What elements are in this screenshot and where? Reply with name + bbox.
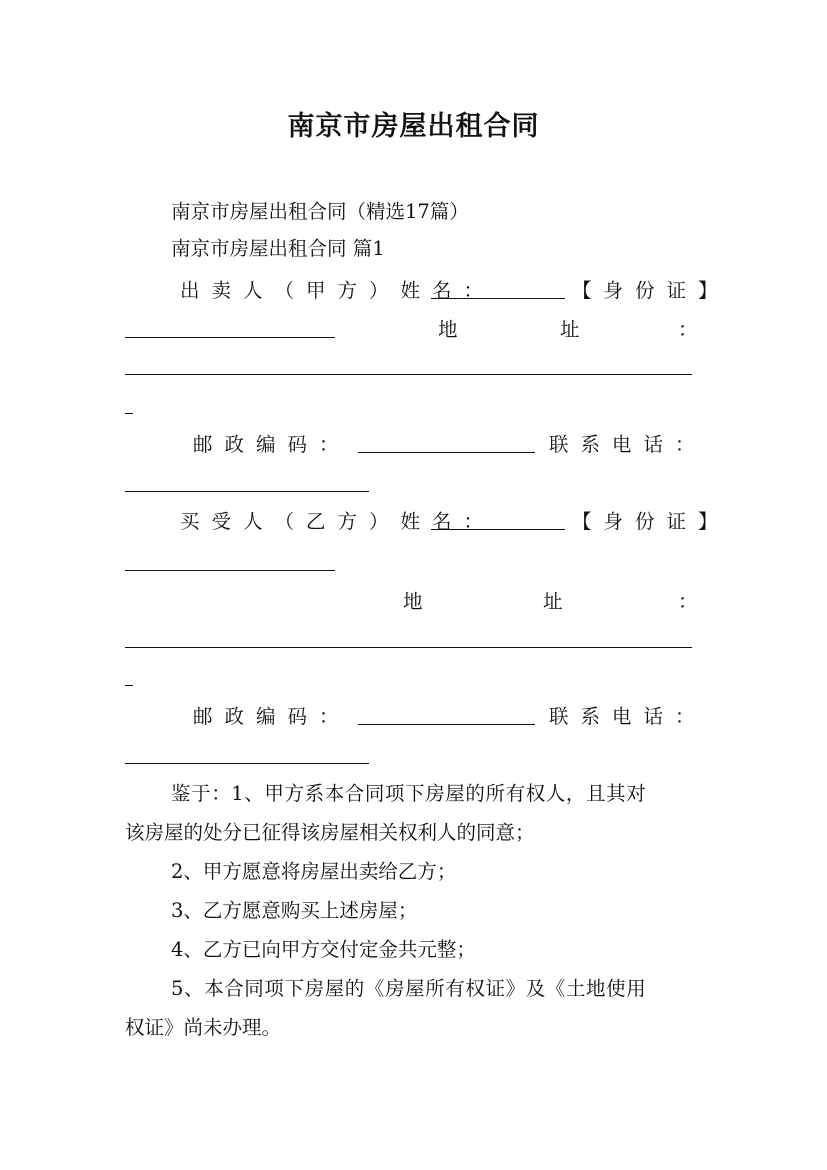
whereas-clause-2: 2、甲方愿意将房屋出卖给乙方； — [171, 860, 457, 883]
buyer-id-blank[interactable] — [125, 570, 335, 571]
seller-name-label: 出卖人（甲方）姓名： — [180, 279, 496, 302]
buyer-phone-blank[interactable] — [125, 763, 369, 764]
whereas-clause-5-continued: 权证》尚未办理。 — [125, 1016, 282, 1039]
document-title: 南京市房屋出租合同 — [287, 111, 540, 142]
buyer-postcode-label: 邮政编码： — [193, 705, 351, 728]
buyer-address-blank[interactable] — [125, 647, 692, 648]
buyer-id-label: 【身份证】 — [572, 510, 730, 533]
seller-name-blank[interactable] — [431, 298, 565, 299]
seller-address-char1: 地 — [438, 318, 458, 341]
buyer-name-label: 买受人（乙方）姓名： — [180, 510, 496, 533]
whereas-clause-1: 鉴于：1、甲方系本合同项下房屋的所有权人，且其对 — [171, 782, 647, 805]
seller-id-label: 【身份证】 — [572, 279, 730, 302]
seller-postcode-blank[interactable] — [358, 452, 535, 453]
seller-address-colon: ： — [678, 318, 698, 341]
seller-postcode-label: 邮政编码： — [193, 433, 351, 456]
buyer-phone-label: 联系电话： — [549, 705, 707, 728]
buyer-address-char1: 地 — [403, 590, 423, 613]
buyer-postcode-blank[interactable] — [358, 724, 535, 725]
buyer-name-blank[interactable] — [431, 529, 565, 530]
whereas-clause-5: 5、本合同项下房屋的《房屋所有权证》及《土地使用 — [171, 977, 647, 1000]
whereas-clause-3: 3、乙方愿意购买上述房屋； — [171, 899, 418, 922]
buyer-address-char2: 址 — [543, 590, 563, 613]
seller-phone-blank[interactable] — [125, 491, 369, 492]
whereas-clause-4: 4、乙方已向甲方交付定金共元整； — [171, 938, 476, 961]
buyer-address-blank-tail — [125, 685, 133, 686]
section-heading: 南京市房屋出租合同 篇1 — [171, 237, 385, 260]
buyer-address-colon: ： — [678, 590, 698, 613]
seller-id-blank[interactable] — [125, 337, 335, 338]
seller-phone-label: 联系电话： — [549, 433, 707, 456]
seller-address-char2: 址 — [560, 318, 580, 341]
seller-address-blank-tail — [125, 413, 133, 414]
document-subtitle: 南京市房屋出租合同（精选17篇） — [171, 200, 469, 223]
whereas-clause-1-continued: 该房屋的处分已征得该房屋相关权利人的同意； — [125, 821, 535, 844]
seller-address-blank[interactable] — [125, 374, 692, 375]
